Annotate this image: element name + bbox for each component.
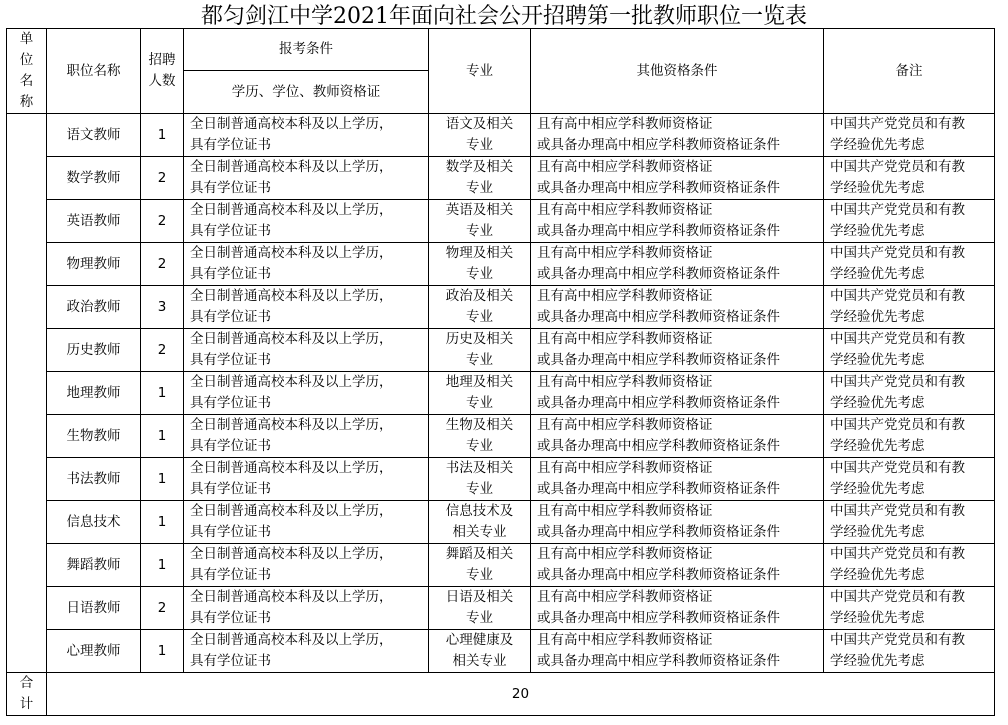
major-requirement: 地理及相关 专业 <box>429 372 531 415</box>
major-requirement: 心理健康及 相关专业 <box>429 630 531 673</box>
major-requirement: 日语及相关 专业 <box>429 587 531 630</box>
recruit-count: 1 <box>141 630 184 673</box>
position-name: 生物教师 <box>47 415 141 458</box>
recruit-count: 1 <box>141 544 184 587</box>
education-requirement: 全日制普通高校本科及以上学历， 具有学位证书 <box>184 630 429 673</box>
total-row <box>7 673 995 716</box>
major-requirement: 舞蹈及相关 专业 <box>429 544 531 587</box>
remarks: 中国共产党党员和有教 学经验优先考虑 <box>824 587 995 630</box>
table-row <box>7 286 995 329</box>
table-row <box>7 501 995 544</box>
table-row <box>7 157 995 200</box>
table-row <box>7 544 995 587</box>
recruit-count: 2 <box>141 157 184 200</box>
header-conditions: 报考条件 <box>184 29 429 71</box>
other-qualifications: 且有高中相应学科教师资格证 或具备办理高中相应学科教师资格证条件 <box>531 157 824 200</box>
position-name: 日语教师 <box>47 587 141 630</box>
major-requirement: 语文及相关 专业 <box>429 114 531 157</box>
other-qualifications: 且有高中相应学科教师资格证 或具备办理高中相应学科教师资格证条件 <box>531 501 824 544</box>
position-name: 英语教师 <box>47 200 141 243</box>
recruit-count: 2 <box>141 243 184 286</box>
remarks: 中国共产党党员和有教 学经验优先考虑 <box>824 200 995 243</box>
position-name: 地理教师 <box>47 372 141 415</box>
recruit-count: 1 <box>141 501 184 544</box>
header-other-qualifications: 其他资格条件 <box>531 29 824 114</box>
education-requirement: 全日制普通高校本科及以上学历， 具有学位证书 <box>184 415 429 458</box>
other-qualifications: 且有高中相应学科教师资格证 或具备办理高中相应学科教师资格证条件 <box>531 286 824 329</box>
other-qualifications: 且有高中相应学科教师资格证 或具备办理高中相应学科教师资格证条件 <box>531 114 824 157</box>
other-qualifications: 且有高中相应学科教师资格证 或具备办理高中相应学科教师资格证条件 <box>531 329 824 372</box>
other-qualifications: 且有高中相应学科教师资格证 或具备办理高中相应学科教师资格证条件 <box>531 630 824 673</box>
remarks: 中国共产党党员和有教 学经验优先考虑 <box>824 329 995 372</box>
recruit-count: 1 <box>141 372 184 415</box>
header-education: 学历、学位、教师资格证 <box>184 71 429 114</box>
major-requirement: 政治及相关 专业 <box>429 286 531 329</box>
remarks: 中国共产党党员和有教 学经验优先考虑 <box>824 630 995 673</box>
total-label: 合 计 <box>7 673 47 716</box>
remarks: 中国共产党党员和有教 学经验优先考虑 <box>824 372 995 415</box>
education-requirement: 全日制普通高校本科及以上学历， 具有学位证书 <box>184 286 429 329</box>
remarks: 中国共产党党员和有教 学经验优先考虑 <box>824 501 995 544</box>
remarks: 中国共产党党员和有教 学经验优先考虑 <box>824 243 995 286</box>
major-requirement: 数学及相关 专业 <box>429 157 531 200</box>
table-row <box>7 630 995 673</box>
table-row <box>7 329 995 372</box>
header-recruit-count: 招聘 人数 <box>141 29 184 114</box>
position-name: 历史教师 <box>47 329 141 372</box>
recruit-count: 1 <box>141 114 184 157</box>
other-qualifications: 且有高中相应学科教师资格证 或具备办理高中相应学科教师资格证条件 <box>531 243 824 286</box>
education-requirement: 全日制普通高校本科及以上学历， 具有学位证书 <box>184 544 429 587</box>
position-name: 心理教师 <box>47 630 141 673</box>
remarks: 中国共产党党员和有教 学经验优先考虑 <box>824 415 995 458</box>
recruitment-table <box>6 28 995 716</box>
position-name: 数学教师 <box>47 157 141 200</box>
other-qualifications: 且有高中相应学科教师资格证 或具备办理高中相应学科教师资格证条件 <box>531 458 824 501</box>
table-row <box>7 587 995 630</box>
other-qualifications: 且有高中相应学科教师资格证 或具备办理高中相应学科教师资格证条件 <box>531 544 824 587</box>
major-requirement: 书法及相关 专业 <box>429 458 531 501</box>
education-requirement: 全日制普通高校本科及以上学历， 具有学位证书 <box>184 587 429 630</box>
position-name: 语文教师 <box>47 114 141 157</box>
major-requirement: 物理及相关 专业 <box>429 243 531 286</box>
other-qualifications: 且有高中相应学科教师资格证 或具备办理高中相应学科教师资格证条件 <box>531 415 824 458</box>
table-row <box>7 458 995 501</box>
table-row <box>7 243 995 286</box>
education-requirement: 全日制普通高校本科及以上学历， 具有学位证书 <box>184 329 429 372</box>
major-requirement: 历史及相关 专业 <box>429 329 531 372</box>
education-requirement: 全日制普通高校本科及以上学历， 具有学位证书 <box>184 114 429 157</box>
header-unit-name: 单 位 名 称 <box>7 29 47 114</box>
table-row <box>7 415 995 458</box>
table-row <box>7 200 995 243</box>
recruit-count: 2 <box>141 329 184 372</box>
remarks: 中国共产党党员和有教 学经验优先考虑 <box>824 157 995 200</box>
education-requirement: 全日制普通高校本科及以上学历， 具有学位证书 <box>184 458 429 501</box>
education-requirement: 全日制普通高校本科及以上学历， 具有学位证书 <box>184 157 429 200</box>
major-requirement: 信息技术及 相关专业 <box>429 501 531 544</box>
remarks: 中国共产党党员和有教 学经验优先考虑 <box>824 544 995 587</box>
recruit-count: 3 <box>141 286 184 329</box>
education-requirement: 全日制普通高校本科及以上学历， 具有学位证书 <box>184 200 429 243</box>
position-name: 舞蹈教师 <box>47 544 141 587</box>
remarks: 中国共产党党员和有教 学经验优先考虑 <box>824 286 995 329</box>
position-name: 物理教师 <box>47 243 141 286</box>
total-value: 20 <box>47 673 995 716</box>
major-requirement: 生物及相关 专业 <box>429 415 531 458</box>
header-major: 专业 <box>429 29 531 114</box>
recruit-count: 2 <box>141 587 184 630</box>
table-row <box>7 114 995 157</box>
position-name: 信息技术 <box>47 501 141 544</box>
header-position: 职位名称 <box>47 29 141 114</box>
education-requirement: 全日制普通高校本科及以上学历， 具有学位证书 <box>184 243 429 286</box>
position-name: 政治教师 <box>47 286 141 329</box>
remarks: 中国共产党党员和有教 学经验优先考虑 <box>824 114 995 157</box>
remarks: 中国共产党党员和有教 学经验优先考虑 <box>824 458 995 501</box>
header-remarks: 备注 <box>824 29 995 114</box>
other-qualifications: 且有高中相应学科教师资格证 或具备办理高中相应学科教师资格证条件 <box>531 587 824 630</box>
table-row <box>7 372 995 415</box>
other-qualifications: 且有高中相应学科教师资格证 或具备办理高中相应学科教师资格证条件 <box>531 200 824 243</box>
education-requirement: 全日制普通高校本科及以上学历， 具有学位证书 <box>184 372 429 415</box>
recruit-count: 2 <box>141 200 184 243</box>
page-title: 都匀剑江中学2021年面向社会公开招聘第一批教师职位一览表 <box>201 4 807 29</box>
other-qualifications: 且有高中相应学科教师资格证 或具备办理高中相应学科教师资格证条件 <box>531 372 824 415</box>
education-requirement: 全日制普通高校本科及以上学历， 具有学位证书 <box>184 501 429 544</box>
unit-name-cell <box>7 114 47 673</box>
recruit-count: 1 <box>141 415 184 458</box>
position-name: 书法教师 <box>47 458 141 501</box>
recruit-count: 1 <box>141 458 184 501</box>
major-requirement: 英语及相关 专业 <box>429 200 531 243</box>
